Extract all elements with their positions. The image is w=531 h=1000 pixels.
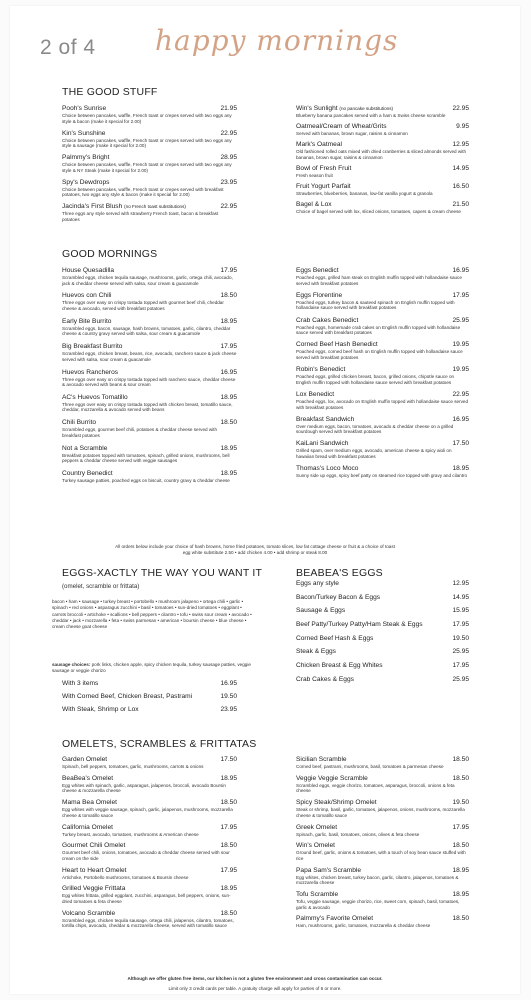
menu-item-name: Eggs Florentine: [296, 291, 343, 299]
menu-item-name: Huevos con Chili: [62, 292, 112, 300]
menu-item-row: [62, 885, 237, 893]
menu-item-price: 16.95: [452, 415, 469, 423]
menu-item-price: 21.95: [220, 105, 237, 112]
menu-item-row: [296, 799, 469, 807]
menu-item-name: Mama Bea Omelet: [62, 799, 117, 807]
menu-item-name-note: (no pancake substitutions): [339, 106, 394, 111]
good-mornings-left-column: [62, 267, 237, 490]
menu-item-name: Corned Beef Hash & Eggs: [296, 634, 374, 642]
menu-item-price: 18.50: [220, 292, 237, 300]
menu-item-price: 18.50: [220, 842, 237, 850]
menu-item-row: [62, 706, 237, 714]
menu-item: [62, 470, 237, 484]
menu-item-price: 18.95: [220, 885, 237, 893]
menu-item-row: [62, 842, 237, 850]
menu-item-description: Scrambled eggs, gourmet beef chili, potatoes & cheddar cheese served with breakfast potatoes: [62, 427, 217, 438]
menu-item: [62, 419, 237, 438]
menu-item: [62, 292, 237, 311]
menu-item: [296, 594, 469, 602]
menu-item-price: 18.50: [452, 756, 469, 763]
menu-item-row: [62, 179, 237, 187]
menu-item: [62, 867, 237, 881]
menu-item: [62, 369, 237, 388]
menu-item-name: Gourmet Chili Omelet: [62, 842, 126, 850]
menu-item: [296, 141, 469, 160]
menu-item-row: [296, 267, 469, 275]
menu-item-row: [62, 292, 237, 300]
menu-item-row: [296, 775, 469, 783]
menu-item-row: [62, 756, 237, 764]
menu-item: [296, 635, 469, 643]
menu-item-row: [296, 317, 469, 325]
menu-item-price: 18.95: [220, 470, 237, 477]
menu-item-name: House Quesadilla: [62, 267, 115, 274]
menu-item: [296, 341, 469, 360]
menu-item-row: [296, 662, 469, 670]
menu-item-price: 18.50: [452, 842, 469, 850]
menu-item-row: [296, 635, 469, 643]
menu-item-description: Choice between pancakes, waffle, French toast or crepes served with two eggs any style & sausage (make it special for 2.00): [62, 137, 232, 149]
menu-item-name: Papa Sam's Scramble: [296, 866, 362, 874]
menu-item-price: 25.95: [452, 648, 469, 656]
menu-item-price: 16.95: [220, 680, 237, 687]
menu-item-description: Egg whites with spinach, garlic, asparagus, jalapenos, broccoli, avocado Boursin cheese & mozzarella cheese: [62, 782, 226, 794]
sausage-choices-label: sausage choices:: [52, 662, 91, 667]
menu-item-row: [62, 419, 237, 427]
menu-item: [296, 292, 469, 311]
menu-item-price: 17.95: [452, 823, 469, 831]
menu-item-description: Choice between pancakes, waffle, French toast or crepes served with two eggs any style & NY Steak (make it special for 2.00): [62, 162, 232, 173]
menu-item-price: 19.95: [452, 341, 469, 349]
menu-item: [296, 183, 469, 197]
menu-item-name: Eggs any style: [296, 580, 339, 587]
menu-item-name: BeaBea's Omelet: [62, 774, 114, 782]
menu-item-price: 18.50: [220, 909, 237, 917]
menu-item-row: [62, 693, 237, 701]
beabeas-eggs-list: [296, 580, 469, 690]
menu-item-description: Egg whites with veggie sausage, spinach, garlic, jalapenos, mushrooms, mozzarella cheese & tomatillo sauce: [62, 807, 233, 818]
menu-item: [296, 621, 469, 629]
menu-item-row: [62, 203, 237, 211]
ingredient-list: bacon • ham • sausage • turkey breast • portobello • mushroom jalapeno • ortega chili • garlic • spinach • red onions • asparagus zucchini • basil • tomatoes • sun-dried tomatoes • eggplant • carrots broccoli • artichoke • scallions • bell peppers • cilantro • tofu • swiss sour cream • avocado • cheddar • jack • mozzarella • feta • swiss parmesan • american • boursin cheese • blue cheese • cream cheese goat cheese: [52, 599, 252, 630]
menu-item-description: Over medium eggs, bacon, tomatoes, avocado & cheddar cheese on a grilled sourdough served with breakfast potatoes: [296, 423, 454, 435]
menu-item-description: Scrambled eggs, chicken breast, beans, rice, avocado, ranchero sauce & jack cheese served with salsa, sour cream & guacamole: [62, 351, 237, 362]
menu-item-name: Beef Patty/Turkey Patty/Ham Steak & Eggs: [296, 621, 423, 629]
menu-item-name: With Corned Beef, Chicken Breast, Pastrami: [62, 693, 193, 700]
menu-item-row: [62, 130, 237, 138]
menu-item-row: [62, 799, 237, 807]
menu-item-description: Turkey breast, avocado, tomatoes, mushrooms & American cheese: [62, 831, 199, 837]
menu-item-name: Lox Benedict: [296, 390, 335, 398]
menu-item-name: Huevos Rancheros: [62, 368, 119, 376]
menu-item: [296, 915, 469, 929]
menu-item-name: Oatmeal/Cream of Wheat/Grits: [296, 122, 387, 130]
menu-item: [296, 775, 469, 794]
menu-item-description: Three eggs over easy on crispy tostada topped with gourmet beef chili, cheddar cheese & avocado, served with breakfast potatoes: [62, 300, 224, 311]
menu-item-name: KaiLani Sandwich: [296, 440, 349, 448]
menu-item-name: Bacon/Turkey Bacon & Eggs: [296, 593, 381, 601]
menu-item-description: Ground beef, garlic, onions & tomatoes, with a touch of soy bean sauce stuffed with rice: [296, 850, 466, 861]
menu-item: [296, 799, 469, 818]
menu-item-description: Three eggs over easy on crispy tostada topped with chicken breast, tomatillo sauce, cheddar, mozzarella & avocado served with beans: [62, 401, 233, 413]
menu-item: [296, 867, 469, 886]
menu-item: [62, 824, 237, 838]
menu-item-description: Scrambled eggs, veggie chorizo, tomatoes, asparagus, broccoli, onions & feta cheese: [296, 782, 455, 794]
sausage-choices-text: pork links, chicken apple, spicy chicken tequila, turkey sausage patties, veggie sausage or veggie chorizo: [52, 662, 251, 673]
menu-item-row: [296, 123, 469, 131]
menu-item: [296, 440, 469, 459]
menu-item-price: 19.50: [452, 799, 469, 807]
menu-item-description: Poached eggs, corned beef hash on English muffin topped with hollandaise sauce served with breakfast potatoes: [296, 349, 463, 360]
menu-item-description: Ham, mushrooms, garlic, tomatoes, mozzarella & cheddar cheese: [296, 923, 431, 929]
menu-item-description: Scrambled eggs, bacon, sausage, hash browns, tomatoes, garlic, cilantro, cheddar cheese & country gravy served with salsa, sour cream & guacamole: [62, 325, 231, 337]
menu-item-name: Greek Omelet: [296, 823, 338, 831]
menu-item-description: Poached eggs, grilled ham steak on English muffin topped with hollandaise sauce served with breakfast potatoes: [296, 275, 462, 286]
menu-item: [296, 824, 469, 838]
menu-item-price: 19.50: [452, 634, 469, 642]
good-mornings-right-column: [296, 267, 469, 484]
menu-item-row: [62, 910, 237, 918]
menu-item-row: [296, 756, 469, 764]
menu-item-description: Sunny side up eggs, spicy beef patty on steamed rice topped with gravy and cilantro: [296, 473, 468, 479]
menu-item-price: 17.95: [220, 267, 237, 274]
menu-item: [62, 706, 237, 714]
menu-item-price: 18.95: [220, 393, 237, 401]
menu-item: [62, 267, 237, 286]
menu-item-description: Corned beef, pastrami, mushrooms, basil, tomatoes & parmesan cheese: [296, 764, 444, 769]
section-title-good-mornings: GOOD MORNINGS: [62, 248, 158, 260]
menu-item: [62, 154, 237, 173]
menu-title: happy mornings: [155, 24, 399, 57]
gluten-notice: Although we offer gluten free items, our kitchen is not a gluten free environment and cross contamination can occur.: [127, 976, 383, 981]
menu-item-row: [296, 607, 469, 615]
menu-item-description: Spinach, bell peppers, tomatoes, garlic, mushrooms, carrots & onions: [62, 764, 204, 769]
menu-item-description: Steak or shrimp, basil, garlic, tomatoes, jalapenos, onions, mushrooms, mozzarella cheese & tomatillo sauce: [296, 807, 465, 818]
menu-item: [62, 756, 237, 770]
menu-item-price: 15.95: [452, 607, 469, 615]
sausage-choices: [52, 662, 257, 674]
menu-item-price: 17.95: [220, 866, 237, 874]
menu-item: [62, 179, 237, 198]
eggsactly-subtitle: (omelet, scramble or frittata): [62, 583, 140, 590]
menu-item: [62, 343, 237, 362]
menu-item-row: [62, 105, 237, 113]
menu-item-row: [62, 394, 237, 402]
menu-item-row: [296, 141, 469, 149]
menu-item-price: 22.95: [220, 203, 237, 211]
menu-item-name: Chicken Breast & Egg Whites: [296, 662, 383, 670]
menu-item-description: Grilled spam, over medium eggs, avocado, american cheese & spicy aioli on hawaiian bread with breakfast potatoes: [296, 448, 452, 460]
menu-item-description: Old fashioned rolled oats mixed with dried cranberries & sliced almonds served with bananas, brown sugar, raisins & cinnamon: [296, 148, 467, 160]
menu-item-name: Veggie Veggie Scramble: [296, 774, 368, 782]
menu-item-name: Win's Omelet: [296, 842, 335, 850]
credit-card-notice: Limit only 3 credit cards per table. A gratuity charge will apply for parties of 6 or more.: [168, 986, 342, 991]
menu-item: [296, 201, 469, 215]
menu-item-price: 28.95: [220, 154, 237, 162]
menu-item-price: 17.95: [220, 823, 237, 831]
menu-item-row: [62, 470, 237, 478]
menu-item-price: 22.95: [452, 105, 469, 112]
menu-item-description: Poached eggs, homemade crab cakes on English muffin topped with hollandaise sauce served with breakfast potatoes: [296, 324, 461, 336]
section-title-omelets: OMELETS, SCRAMBLES & FRITTATAS: [62, 738, 257, 750]
menu-item: [62, 394, 237, 413]
order-note-line-1: All orders below include your choice of hash browns, home fried potatoes, tomato slices, low fat cottage cheese or fruit & a choice of toast: [115, 544, 395, 549]
menu-item-price: 17.95: [452, 291, 469, 299]
menu-item-row: [296, 341, 469, 349]
menu-item-name: Steak & Eggs: [296, 648, 336, 656]
menu-item-row: [62, 267, 237, 275]
menu-item-row: [296, 648, 469, 656]
menu-item-row: [296, 580, 469, 588]
menu-item-description: Scrambled eggs, chicken tequila sausage, ortega chili, jalapenos, cilantro, tomatoes, tortilla chips, avocado, cheddar & mozzarella cheese, served with tomatillo sauce: [62, 917, 234, 929]
menu-item-name: California Omelet: [62, 823, 113, 831]
menu-item: [62, 693, 237, 701]
menu-item-row: [296, 867, 469, 875]
menu-item-price: 25.95: [452, 675, 469, 683]
menu-item: [296, 465, 469, 479]
menu-item-price: 16.95: [452, 267, 469, 274]
menu-item-name: Thomas's Loco Moco: [296, 465, 359, 473]
menu-item-description: Turkey sausage patties, poached eggs on biscuit, country gravy & cheddar cheese: [62, 478, 230, 483]
menu-item-price: 18.95: [220, 774, 237, 782]
menu-item-row: [296, 842, 469, 850]
menu-item-name: Palmmy's Favorite Omelet: [296, 915, 374, 923]
menu-item-row: [296, 594, 469, 602]
menu-item-price: 18.50: [452, 915, 469, 923]
menu-item-price: 18.95: [220, 317, 237, 325]
menu-item-row: [62, 154, 237, 162]
menu-item-price: 16.50: [452, 182, 469, 190]
menu-item-description: Poached eggs, grilled chicken breast, bacon, grilled onions, chipotle sauce on English muffin topped with hollandaise sauce served with breakfast potatoes: [296, 374, 455, 385]
menu-item-row: [296, 201, 469, 209]
menu-item: [296, 105, 469, 119]
menu-item-price: 12.95: [452, 140, 469, 148]
menu-item-description: Poached eggs, turkey bacon & sauteed spinach on English muffin topped with hollandaise sauce served with breakfast potatoes: [296, 299, 455, 311]
menu-item-price: 22.95: [452, 390, 469, 398]
menu-item-price: 18.50: [220, 419, 237, 427]
menu-item-row: [296, 465, 469, 473]
menu-item-row: [62, 318, 237, 326]
menu-item: [296, 391, 469, 410]
menu-item-row: [296, 183, 469, 191]
menu-item-name: Bagel & Lox: [296, 200, 332, 208]
menu-item-row: [62, 867, 237, 875]
menu-item-name: Corned Beef Hash Benedict: [296, 341, 378, 349]
menu-item-price: 18.95: [452, 866, 469, 874]
menu-item: [296, 662, 469, 670]
omelets-left-column: [62, 756, 237, 934]
menu-item: [62, 775, 237, 794]
menu-item-description: Blueberry banana pancakes served with a ham & Swiss cheese scramble: [296, 113, 446, 118]
menu-item: [296, 842, 469, 861]
menu-item-description: Artichoke, Portobello mushrooms, tomatoes & Boursin cheese: [62, 874, 189, 880]
menu-item-name: Eggs Benedict: [296, 267, 339, 274]
menu-item-row: [296, 366, 469, 374]
menu-item-row: [296, 621, 469, 629]
menu-item: [296, 580, 469, 588]
menu-item-name: Fruit Yogurt Parfait: [296, 182, 351, 190]
good-stuff-right-column: [296, 105, 469, 219]
menu-item-row: [62, 824, 237, 832]
menu-item-price: 19.50: [220, 693, 237, 700]
menu-item-name: Jacinda's First Blush (no French toast substitutions): [62, 203, 186, 211]
menu-item-description: Breakfast potatoes topped with tomatoes, spinach, grilled onions, mushrooms, bell peppers & cheddar cheese served with veggie sausages: [62, 452, 230, 464]
menu-item-price: 19.95: [452, 366, 469, 374]
menu-item-name: Robin's Benedict: [296, 366, 346, 374]
menu-item-row: [296, 676, 469, 684]
menu-item-name: Grilled Veggie Frittata: [62, 885, 126, 893]
menu-item-description: Three eggs over easy on crispy tostada topped with ranchero sauce, cheddar cheese & avocado served with beans & sour cream: [62, 376, 236, 388]
menu-item-name: Big Breakfast Burrito: [62, 343, 123, 351]
section-title-good-stuff: THE GOOD STUFF: [62, 86, 158, 98]
menu-item-name: Spicy Steak/Shrimp Omelet: [296, 799, 377, 807]
menu-item-row: [62, 680, 237, 688]
menu-item: [296, 756, 469, 770]
menu-item-price: 18.50: [452, 774, 469, 782]
menu-item-row: [296, 292, 469, 300]
menu-item-name: Sausage & Eggs: [296, 607, 346, 615]
menu-item-name: Crab Cakes Benedict: [296, 316, 359, 324]
menu-item: [296, 123, 469, 137]
menu-item-name: Spy's Dewdrops: [62, 178, 110, 186]
page-number: 2 of 4: [40, 36, 96, 59]
menu-item-price: 25.95: [452, 316, 469, 324]
menu-item-row: [296, 416, 469, 424]
menu-item-name: Garden Omelet: [62, 756, 108, 763]
menu-item: [296, 317, 469, 336]
menu-item-name: AC's Huevos Tomatillo: [62, 393, 128, 401]
eggsactly-prices: [62, 680, 237, 719]
menu-item-price: 16.95: [220, 368, 237, 376]
menu-item: [62, 318, 237, 337]
menu-item: [296, 366, 469, 385]
menu-item: [296, 165, 469, 179]
menu-item-price: 14.95: [452, 164, 469, 172]
menu-item: [62, 842, 237, 861]
menu-item-price: 12.95: [452, 580, 469, 587]
menu-item-description: Egg whites, chicken breast, turkey bacon, garlic, cilantro, jalapenos, tomatoes & mozzarella cheese: [296, 874, 459, 886]
menu-item-name: Bowl of Fresh Fruit: [296, 164, 352, 172]
menu-item-description: Choice between pancakes, waffle, French toast or crepes served with breakfast potatoes, two eggs any style & bacon (make it special for 2.00): [62, 186, 224, 198]
menu-item-description: Scrambled eggs, chicken tequila sausage, mushrooms, garlic, ortega chili, avocado, jack & cheddar cheese served with salsa, sour cream & guacamole: [62, 275, 233, 286]
menu-item-description: Three eggs any style served with strawberry French toast, bacon & breakfast potatoes: [62, 211, 219, 222]
menu-item-price: 17.95: [220, 343, 237, 351]
menu-item-description: Choice between pancakes, waffle, French toast or crepes served with two eggs any style & bacon (make it special for 2.00): [62, 113, 232, 124]
menu-item-price: 18.95: [220, 444, 237, 452]
menu-item-row: [296, 391, 469, 399]
menu-item-name: Kin's Sunshine: [62, 129, 106, 137]
menu-item-name: With 3 items: [62, 680, 99, 687]
menu-item-price: 21.50: [452, 200, 469, 208]
menu-item: [62, 885, 237, 904]
menu-item-name: Crab Cakes & Eggs: [296, 675, 354, 683]
menu-item: [62, 445, 237, 464]
menu-item-row: [296, 440, 469, 448]
menu-item-price: 17.50: [220, 756, 237, 763]
menu-item-row: [296, 165, 469, 173]
menu-item-name: Mark's Oatmeal: [296, 140, 342, 148]
menu-item-row: [296, 105, 469, 113]
menu-item-price: 17.95: [452, 621, 469, 629]
order-note-line-2: egg white substitute 2.50 • add chicken 4.00 • add shrimp or steak 8.00: [182, 550, 328, 555]
menu-item: [296, 416, 469, 435]
menu-item: [296, 607, 469, 615]
menu-item-name: Tofu Scramble: [296, 891, 339, 899]
menu-item-price: 18.50: [220, 799, 237, 807]
menu-item-description: Gourmet beef chili, onions, tomatoes, avocado & cheddar cheese served with sour cream on the side: [62, 850, 230, 861]
menu-item-row: [62, 369, 237, 377]
menu-item-row: [296, 824, 469, 832]
menu-item-description: Egg whites frittata, grilled eggplant, zucchini, asparagus, bell peppers, onions, sun-dried tomatoes & feta cheese: [62, 893, 231, 905]
menu-item-description: Spinach, garlic, basil, tomatoes, onions, olives & feta cheese: [296, 831, 420, 837]
menu-item-name: Chili Burrito: [62, 419, 97, 427]
menu-item-name: Win's Sunlight (no pancake substitutions): [296, 105, 394, 112]
menu-item-name: Volcano Scramble: [62, 909, 116, 917]
menu-item: [62, 130, 237, 149]
menu-item-name-note: (no French toast substitutions): [124, 204, 186, 210]
menu-item-price: 17.50: [452, 440, 469, 448]
menu-item-name: Not a Scramble: [62, 444, 108, 452]
good-stuff-left-column: [62, 105, 237, 228]
menu-item-description: Served with bananas, brown sugar, raisins & cinnamon: [296, 130, 408, 136]
menu-item: [62, 203, 237, 222]
menu-item-name: Heart to Heart Omelet: [62, 866, 127, 874]
menu-item-price: 14.95: [452, 593, 469, 601]
menu-item-row: [62, 445, 237, 453]
menu-item-description: Fresh season fruit: [296, 172, 333, 178]
menu-item-name: With Steak, Shrimp or Lox: [62, 706, 139, 713]
menu-item-description: Tofu, veggie sausage, veggie chorizo, rice, sweet corn, spinach, basil, tomatoes, garlic & avocado: [296, 899, 460, 910]
menu-item: [62, 680, 237, 688]
menu-item-row: [296, 915, 469, 923]
menu-item-name: Pooh's Sunrise: [62, 105, 107, 112]
menu-item-description: Choice of bagel served with lox, sliced onions, tomatoes, capers & cream cheese: [296, 208, 461, 214]
menu-item-price: 18.95: [452, 891, 469, 899]
menu-item-price: 23.95: [220, 706, 237, 713]
menu-item: [62, 799, 237, 818]
menu-item-row: [62, 775, 237, 783]
menu-item: [296, 891, 469, 910]
menu-item-name: Palmmy's Bright: [62, 154, 110, 162]
menu-item-name: Country Benedict: [62, 470, 113, 477]
menu-item-row: [296, 891, 469, 899]
menu-item-name: Sicilian Scramble: [296, 756, 347, 763]
menu-item-price: 22.95: [220, 129, 237, 137]
menu-item-price: 17.95: [452, 662, 469, 670]
menu-item: [62, 105, 237, 124]
menu-item: [296, 648, 469, 656]
menu-item-description: Strawberries, blueberries, bananas, low-fat vanilla yogurt & granola: [296, 190, 433, 196]
order-note: [70, 544, 440, 556]
menu-item: [296, 267, 469, 286]
menu-item-description: Poached eggs, lox, avocado on English muffin topped with hollandaise sauce served with breakfast potatoes: [296, 398, 469, 410]
menu-item: [296, 676, 469, 684]
menu-item: [62, 910, 237, 929]
menu-item-price: 18.95: [452, 465, 469, 473]
section-title-beabeas-eggs: BEABEA'S EGGS: [296, 567, 383, 579]
menu-item-price: 9.95: [456, 122, 469, 130]
menu-item-row: [62, 343, 237, 351]
omelets-right-column: [296, 756, 469, 934]
menu-item-name: Early Bite Burrito: [62, 317, 112, 325]
menu-item-name: Breakfast Sandwich: [296, 415, 355, 423]
menu-item-price: 23.95: [220, 178, 237, 186]
section-title-eggsactly: EGGS-XACTLY THE WAY YOU WANT IT: [62, 567, 263, 579]
